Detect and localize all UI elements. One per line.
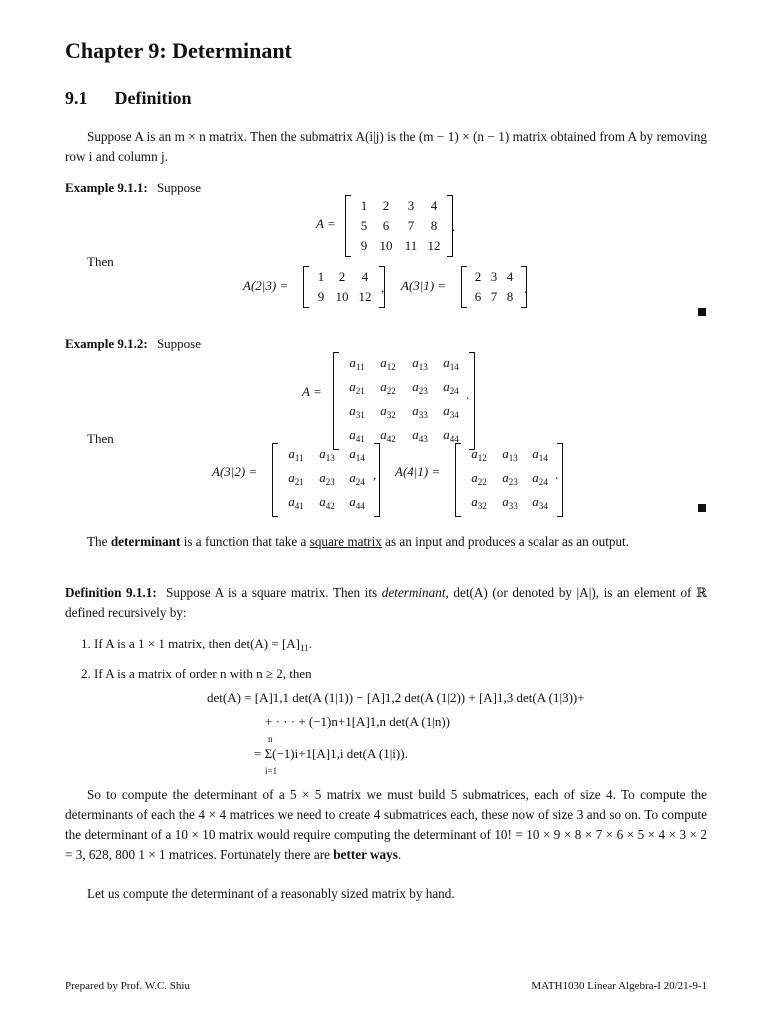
example1-A-label: A = (316, 216, 336, 231)
matrix-cell: $a_{41}$ (349, 427, 365, 444)
example1-label: Example 9.1.1: (65, 180, 148, 195)
matrix-cell: 5 (360, 218, 368, 233)
definition-label: Definition 9.1.1: (65, 585, 157, 600)
end-of-example-mark (698, 308, 706, 316)
matrix-cell: $a_{23}$ (319, 470, 335, 487)
matrix-cell: $a_{42}$ (319, 494, 335, 511)
matrix-cell: 1 (360, 198, 368, 213)
matrix-cell: 10 (335, 289, 349, 304)
example1-heading (65, 179, 201, 197)
matrix-cell: 1 (317, 269, 325, 284)
matrix-cell: 8 (430, 218, 438, 233)
period: . (466, 387, 470, 402)
example1-matrix-A23 (303, 266, 385, 308)
matrix-cell: 4 (430, 198, 438, 213)
matrix-cell: $a_{12}$ (380, 355, 396, 372)
matrix-cell: 11 (404, 238, 418, 253)
matrix-cell: 4 (506, 269, 514, 284)
comma: , (381, 280, 385, 295)
equation-line-3: = Σ(−1)i+1[A]1,i det(A (1|i)). (254, 746, 408, 761)
matrix-cell: 4 (361, 269, 369, 284)
footer-right: MATH1030 Linear Algebra-I 20/21-9-1 (531, 980, 707, 992)
matrix-cell: $a_{14}$ (532, 446, 548, 463)
section-heading (65, 88, 192, 109)
text-fragment: , det(A) (or denoted by |A|), is an element of ℝ defined recursively by: (65, 585, 707, 620)
matrix-cell: 3 (407, 198, 415, 213)
example2-matrix-A (333, 352, 475, 450)
matrix-cell: $a_{23}$ (502, 470, 518, 487)
matrix-cell: $a_{33}$ (502, 494, 518, 511)
section-title: Definition (114, 88, 192, 108)
example2-label: Example 9.1.2: (65, 336, 148, 351)
example2-heading (65, 335, 201, 353)
example1-matrix-A (345, 195, 456, 257)
matrix-cell: 7 (407, 218, 415, 233)
example1-sub1-label: A(2|3) = (243, 278, 289, 293)
matrix-cell: $a_{24}$ (443, 379, 459, 396)
sum-upper-limit: n (268, 734, 273, 744)
text-fragment: as an input and produces a scalar as an output. (381, 534, 630, 549)
example1-then: Then (87, 254, 114, 269)
definition-item-1: 1. If A is a 1 × 1 matrix, then $\det(A) = [A]_{11}$. (81, 636, 312, 653)
matrix-cell: $a_{32}$ (471, 494, 487, 511)
matrix-cell: $a_{22}$ (471, 470, 487, 487)
matrix-cell: 6 (474, 289, 482, 304)
item1-subscript: 11 (300, 643, 309, 653)
example2-sub1-label: A(3|2) = (212, 464, 258, 479)
example2-matrix-A32 (272, 443, 380, 517)
definition-item-2: 2. If A is a matrix of order n with n ≥ 2, then (81, 666, 312, 681)
determinant-italic: determinant (381, 585, 446, 600)
intro-paragraph: Suppose A is an m × n matrix. Then the submatrix A(i|j) is the (m − 1) × (n − 1) matrix obtained from A by removing row i and column j. (65, 129, 707, 164)
chapter-title: Chapter 9: Determinant (65, 38, 292, 63)
matrix-cell: $a_{43}$ (412, 427, 428, 444)
last-paragraph: Let us compute the determinant of a reasonably sized matrix by hand. (87, 886, 455, 901)
matrix-cell: $a_{34}$ (443, 403, 459, 420)
matrix-cell: 9 (317, 289, 325, 304)
closing-paragraph (65, 785, 707, 865)
example2-matrix-A41 (455, 443, 563, 517)
matrix-cell: 10 (379, 238, 393, 253)
matrix-cell: 2 (382, 198, 390, 213)
equation-line-2: + · · · + (−1)n+1[A]1,n det(A (1|n)) (265, 714, 450, 729)
period: . (524, 281, 528, 296)
determinant-term: determinant (110, 534, 181, 549)
better-ways-term: better ways (333, 847, 398, 862)
square-matrix-link: square matrix (309, 534, 382, 549)
text-fragment: . (397, 847, 402, 862)
matrix-cell: $a_{41}$ (288, 494, 304, 511)
text-fragment: Suppose A is a square matrix. Then its (166, 585, 382, 600)
matrix-cell: 2 (474, 269, 482, 284)
matrix-cell: $a_{33}$ (412, 403, 428, 420)
example2-suppose: Suppose (156, 336, 202, 351)
matrix-cell: 12 (358, 289, 372, 304)
matrix-cell: $a_{13}$ (319, 446, 335, 463)
matrix-cell: $a_{14}$ (349, 446, 365, 463)
matrix-cell: 9 (360, 238, 368, 253)
sum-lower-limit: i=1 (265, 766, 278, 776)
matrix-cell: $a_{32}$ (380, 403, 396, 420)
matrix-cell: $a_{44}$ (443, 427, 459, 444)
matrix-cell: $a_{21}$ (288, 470, 304, 487)
matrix-cell: $a_{44}$ (349, 494, 365, 511)
determinant-paragraph (65, 532, 707, 552)
example2-A-label: A = (302, 384, 322, 399)
matrix-cell: 6 (382, 218, 390, 233)
end-of-example-mark (698, 504, 706, 512)
matrix-cell: $a_{11}$ (349, 355, 365, 372)
matrix-cell: $a_{13}$ (502, 446, 518, 463)
matrix-cell: $a_{24}$ (532, 470, 548, 487)
matrix-cell: $a_{11}$ (288, 446, 304, 463)
section-number: 9.1 (65, 88, 88, 108)
text-fragment: The (87, 534, 111, 549)
footer-left: Prepared by Prof. W.C. Shiu (65, 980, 190, 992)
period: . (452, 219, 456, 234)
example2-sub2-label: A(4|1) = (395, 464, 441, 479)
matrix-cell: $a_{14}$ (443, 355, 459, 372)
matrix-cell: 12 (427, 238, 441, 253)
equation-line-1: det(A) = [A]1,1 det(A (1|1)) − [A]1,2 det(A (1|2)) + [A]1,3 det(A (1|3))+ (207, 690, 585, 705)
matrix-cell: $a_{21}$ (349, 379, 365, 396)
text-fragment: is a function that take a (180, 534, 310, 549)
matrix-cell: 8 (506, 289, 514, 304)
matrix-cell: $a_{42}$ (380, 427, 396, 444)
matrix-cell: 2 (338, 269, 346, 284)
matrix-cell: $a_{24}$ (349, 470, 365, 487)
matrix-cell: $a_{12}$ (471, 446, 487, 463)
matrix-cell: $a_{31}$ (349, 403, 365, 420)
text-fragment: So to compute the determinant of a 5 × 5 matrix we must build 5 submatrices, each of size 4. To compute the determinants of each the 4 × 4 matrices we need to create 4 submatrices each, these now of size 3 and so on. To compute the determinant of a 10 × 10 matrix would require computing the determinant of 10! = 10 × 9 × 8 × 7 × 6 × 5 × 4 × 3 × 2 = 3, 628, 800 1 × 1 matrices. Fortunately there are (65, 787, 707, 862)
example1-sub2-label: A(3|1) = (401, 278, 447, 293)
comma: , (373, 467, 377, 482)
period: . (555, 467, 559, 482)
definition-paragraph (65, 583, 707, 623)
matrix-cell: $a_{23}$ (412, 379, 428, 396)
matrix-cell: 3 (490, 269, 498, 284)
matrix-cell: $a_{22}$ (380, 379, 396, 396)
example1-suppose: Suppose (156, 180, 202, 195)
matrix-cell: $a_{34}$ (532, 494, 548, 511)
example1-matrix-A31 (461, 266, 527, 308)
item1-text: 1. If A is a 1 × 1 matrix, then det(A) = [A] (81, 636, 301, 651)
example2-then: Then (87, 431, 114, 446)
matrix-cell: 7 (490, 289, 498, 304)
matrix-cell: $a_{13}$ (412, 355, 428, 372)
